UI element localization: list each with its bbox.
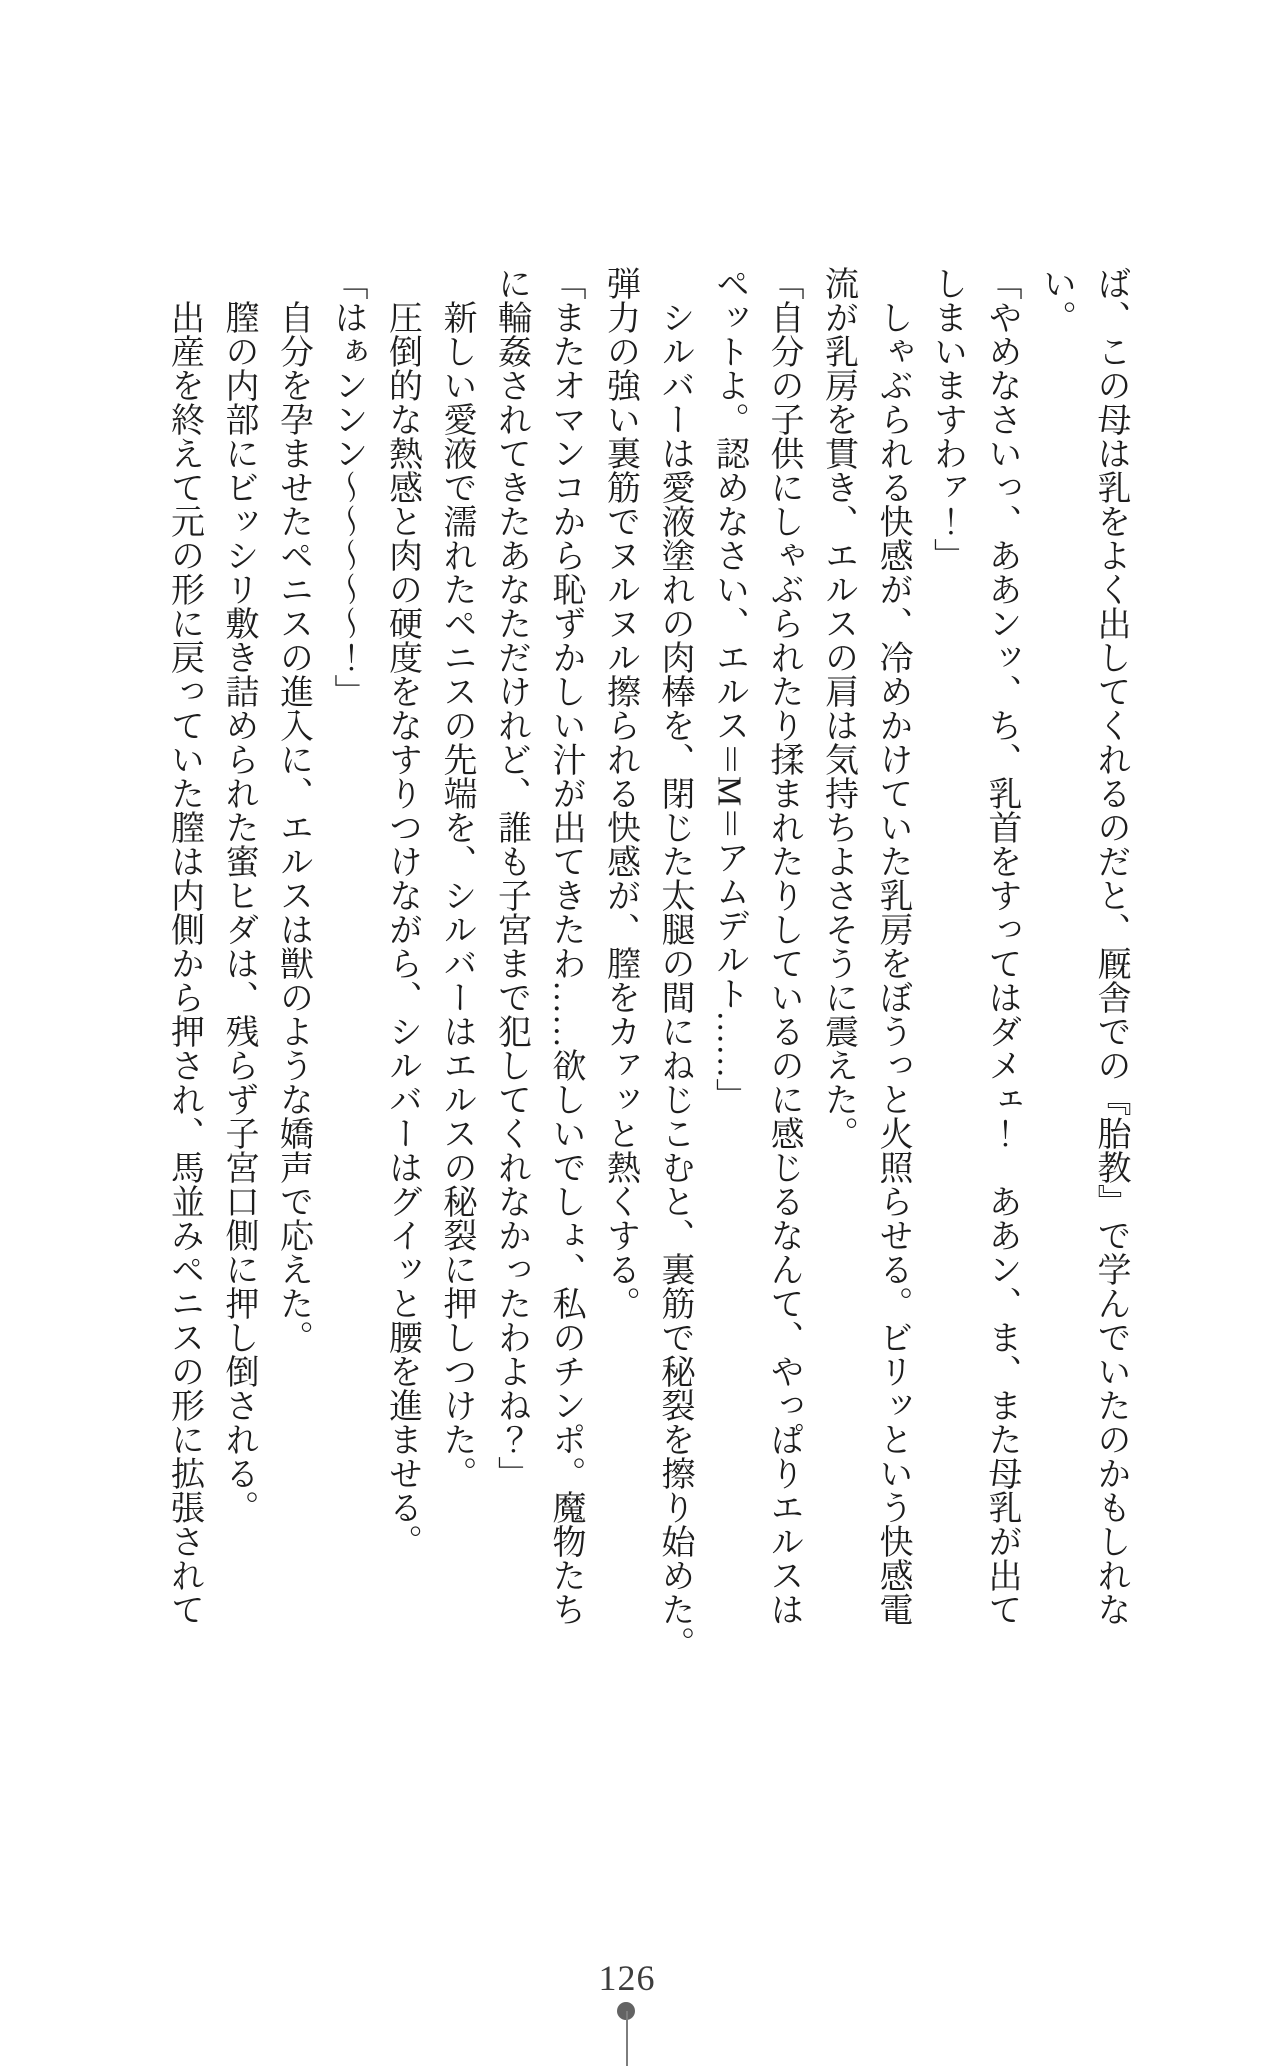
vertical-text-block xyxy=(156,266,1137,1678)
text-line: しゃぶられる快感が、冷めかけていた乳房をぼうっと火照らせる。ビリッという快感電 xyxy=(874,266,911,1626)
text-line: 自分を孕ませたペニスの進入に、エルスは獣のような嬌声で応えた。 xyxy=(274,266,312,1354)
text-line: 「自分の子供にしゃぶられたり揉まれたりしているのに感じるなんて、やっぱりエルスは xyxy=(765,266,802,1626)
text-line: 新しい愛液で濡れたペニスの先端を、シルバーはエルスの秘裂に押しつけた。 xyxy=(438,266,475,1490)
text-line: 「はぁンンン～～～～～！」 xyxy=(329,266,366,708)
text-line: ば、この母は乳をよく出してくれるのだと、厩舎での『胎教』で学んでいたのかもしれな xyxy=(1092,266,1129,1626)
text-line: 膣の内部にビッシリ敷き詰められた蜜ヒダは、残らず子宮口側に押し倒される。 xyxy=(220,266,257,1524)
text-line: い。 xyxy=(1037,266,1075,334)
text-line: 圧倒的な熱感と肉の硬度をなすりつけながら、シルバーはグイッと腰を進ませる。 xyxy=(383,266,421,1558)
text-line: 弾力の強い裏筋でヌルヌル擦られる快感が、膣をカァッと熱くする。 xyxy=(601,266,639,1320)
text-line: 「やめなさいっ、ああンッ、ち、乳首をすってはダメェ！ ああン、ま、また母乳が出て xyxy=(983,266,1020,1626)
text-line: 「またオマンコから恥ずかしい汁が出てきたわ……欲しいでしょ、私のチンポ。魔物たち xyxy=(547,266,584,1626)
text-line: 流が乳房を貫き、エルスの肩は気持ちよさそうに震えた。 xyxy=(819,266,857,1150)
text-line: シルバーは愛液塗れの肉棒を、閉じた太腿の間にねじこむと、裏筋で秘裂を擦り始めた。 xyxy=(656,266,693,1660)
text-line: しまいますわァ！」 xyxy=(928,266,966,572)
text-line: 出産を終えて元の形に戻っていた膣は内側から押され、馬並みペニスの形に拡張されて xyxy=(165,266,203,1626)
page-number: 126 xyxy=(598,1958,656,1998)
text-line: に輪姦されてきたあなただけれど、誰も子宮まで犯してくれなかったわよね？」 xyxy=(492,266,530,1490)
text-line: ペットよ。認めなさい、エルス＝M＝アムデルト……」 xyxy=(710,266,748,1113)
footer-vertical-rule xyxy=(626,2011,628,2066)
